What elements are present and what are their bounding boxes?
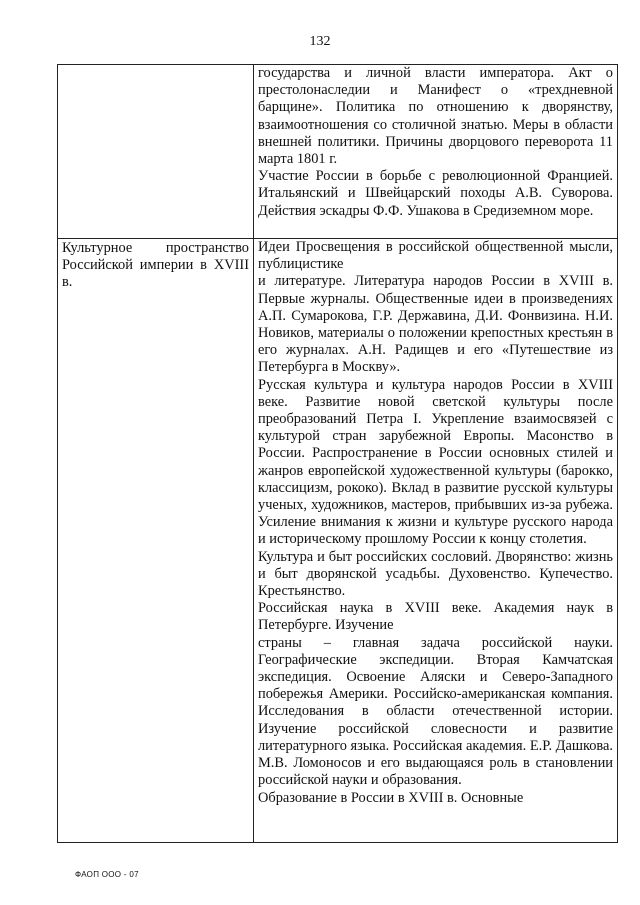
page-number: 132 — [309, 34, 331, 49]
content-cell — [254, 65, 618, 239]
topic-cell — [58, 239, 254, 843]
content-paragraph: Культура и быт российских сословий. Дворянство: жизнь и быт дворянской усадьбы. Духовенство. Купечество. Крестьянство. — [258, 548, 613, 600]
content-paragraph: Русская культура и культура народов России в XVIII веке. Развитие новой светской культуры после преобразований Петра I. Укрепление взаимосвязей с культурой стран зарубежной Европы. Масонство в России. Распространение в России основных стилей и жанров европейской художественной культуры (барокко, классицизм, рококо). Вклад в развитие русской культуры ученых, художников, мастеров, прибывших из-за рубежа. Усиление внимания к жизни и культуре русского народа и историческому прошлому России к концу столетия. — [258, 376, 613, 548]
table-row — [58, 65, 618, 239]
content-paragraph: государства и личной власти императора. Акт о престолонаследии и Манифест о «трехдневной барщине». Политика по отношению к дворянству, взаимоотношения со столичной знатью. Меры в области внешней политики. Причины дворцового переворота 11 марта 1801 г. — [258, 65, 613, 168]
content-paragraph: Образование в России в XVIII в. Основные — [258, 789, 524, 806]
curriculum-table — [57, 64, 618, 843]
content-paragraph: Участие России в борьбе с революционной Францией. Итальянский и Швейцарский походы А.В. Суворова. Действия эскадры Ф.Ф. Ушакова в Средиземном море. — [258, 168, 613, 219]
content-cell — [254, 239, 618, 843]
topic-cell — [58, 65, 254, 239]
table-row — [58, 239, 618, 843]
content-paragraph: Российская наука в XVIII веке. Академия наук в Петербурге. Изучение — [258, 600, 613, 634]
content-paragraph: и литературе. Литература народов России в XVIII в. Первые журналы. Общественные идеи в произведениях А.П. Сумарокова, Г.Р. Державина, Д.И. Фонвизина. Н.И. Новиков, материалы о положении крепостных крестьян в его журналах. А.Н. Радищев и его «Путешествие из Петербурга в Москву». — [258, 273, 613, 376]
content-paragraph: Идеи Просвещения в российской общественной мысли, публицистике — [258, 239, 613, 273]
topic-title: Культурное пространство Российской империи в XVIII в. — [62, 240, 249, 291]
document-footer-code: ФАОП ООО - 07 — [75, 870, 139, 879]
content-paragraph: страны – главная задача российской науки. Географические экспедиции. Вторая Камчатская экспедиция. Освоение Аляски и Северо-Западного побережья Америки. Российско-американская компания. Исследования в области отечественной истории. Изучение российской словесности и развитие литературного языка. Российская академия. Е.Р. Дашкова. М.В. Ломоносов и его выдающаяся роль в становлении российской науки и образования. — [258, 634, 613, 789]
